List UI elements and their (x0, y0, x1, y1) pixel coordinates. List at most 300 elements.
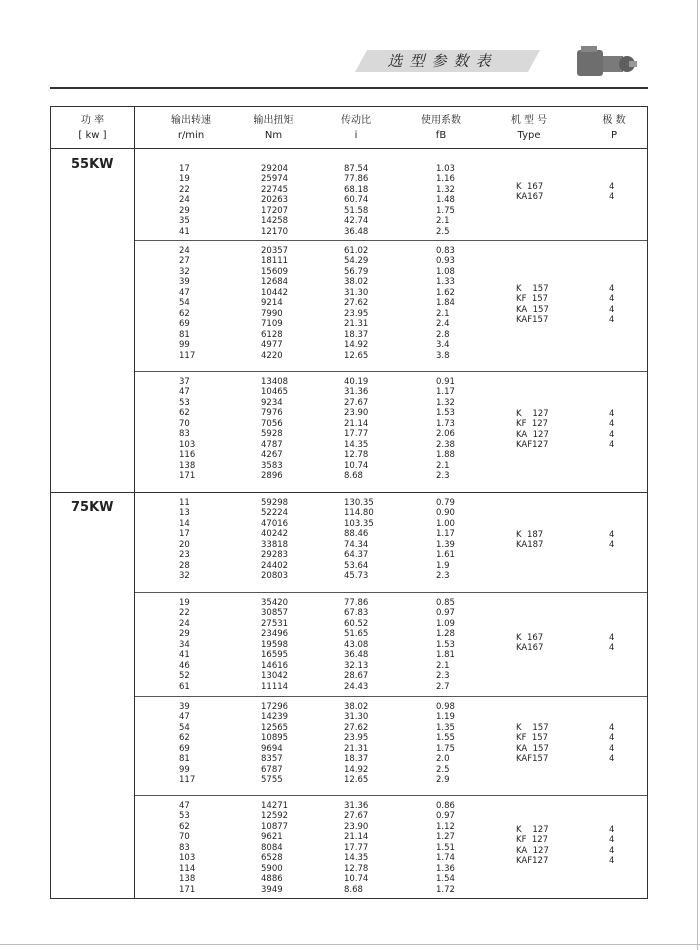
pole-count-cell: 4 (609, 440, 615, 451)
table-row (135, 764, 450, 775)
ratio-cell: 40.19 (344, 377, 369, 387)
ratio-cell: 10.74 (344, 874, 369, 885)
ratio-cell: 8.68 (344, 471, 363, 482)
output-speed-cell: 22 (179, 608, 190, 619)
service-factor-cell: 2.1 (436, 660, 450, 671)
output-speed-cell: 24 (179, 195, 190, 206)
ratio-cell: 23.90 (344, 408, 369, 419)
table-row (135, 775, 450, 786)
service-factor-cell: 0.86 (436, 801, 455, 811)
service-factor-cell: 1.03 (436, 164, 455, 174)
pole-count-cell: 4 (609, 304, 615, 315)
service-factor-cell: 0.97 (436, 811, 455, 822)
power-rating: 55KW (71, 157, 114, 172)
output-speed-cell: 39 (179, 277, 190, 288)
ratio-cell: 23.95 (344, 733, 369, 744)
output-speed-cell: 19 (179, 174, 190, 185)
output-torque-cell: 30857 (261, 608, 289, 619)
ratio-cell: 12.65 (344, 775, 369, 786)
output-speed-cell: 83 (179, 429, 190, 440)
service-factor-cell: 2.0 (436, 754, 450, 765)
service-factor-cell: 0.85 (436, 598, 455, 608)
table-row (135, 801, 455, 811)
model-group (135, 492, 647, 592)
service-factor-cell: 1.55 (436, 733, 455, 744)
model-type-cell: K 167 (516, 633, 544, 643)
output-torque-cell: 4220 (261, 350, 283, 361)
service-factor-cell: 1.88 (436, 450, 455, 461)
service-factor-cell: 1.61 (436, 550, 455, 561)
service-factor-cell: 2.3 (436, 671, 450, 682)
table-row (135, 246, 455, 256)
pole-count-cell: 4 (609, 825, 615, 835)
output-speed-cell: 17 (179, 164, 190, 174)
model-entry (135, 284, 647, 294)
output-speed-cell: 81 (179, 754, 190, 765)
model-type-cell: K 157 (516, 284, 549, 294)
table-row (135, 571, 450, 582)
ratio-cell: 27.67 (344, 811, 369, 822)
service-factor-cell: 1.08 (436, 266, 455, 277)
output-torque-cell: 7976 (261, 408, 283, 419)
ratio-cell: 28.67 (344, 671, 369, 682)
output-torque-cell: 5755 (261, 775, 283, 786)
model-entry (135, 192, 647, 202)
service-factor-cell: 2.1 (436, 460, 450, 471)
service-factor-cell: 1.12 (436, 821, 455, 832)
output-speed-cell: 28 (179, 560, 190, 571)
model-group (135, 371, 647, 492)
output-speed-cell: 99 (179, 764, 190, 775)
service-factor-cell: 1.27 (436, 832, 455, 843)
model-group (135, 158, 647, 240)
model-type-cell: KF 157 (516, 733, 549, 744)
service-factor-cell: 1.09 (436, 618, 455, 629)
output-torque-cell: 52224 (261, 508, 289, 519)
model-entry (135, 540, 647, 550)
output-speed-cell: 62 (179, 821, 190, 832)
output-torque-cell: 18111 (261, 256, 289, 267)
ratio-cell: 12.78 (344, 863, 369, 874)
output-speed-cell: 29 (179, 629, 190, 640)
output-torque-cell: 6528 (261, 853, 283, 864)
table-row (135, 608, 455, 619)
ratio-cell: 51.58 (344, 205, 369, 216)
output-torque-cell: 10465 (261, 387, 289, 398)
ratio-cell: 45.73 (344, 571, 369, 582)
service-factor-cell: 1.62 (436, 287, 455, 298)
output-speed-cell: 11 (179, 498, 190, 508)
ratio-cell: 17.77 (344, 429, 369, 440)
model-entry (135, 440, 647, 450)
model-entry (135, 294, 647, 304)
output-torque-cell: 7990 (261, 308, 283, 319)
ratio-cell: 21.14 (344, 418, 369, 429)
ratio-cell: 38.02 (344, 277, 369, 288)
model-type-cell: K 167 (516, 182, 544, 192)
output-speed-cell: 81 (179, 329, 190, 340)
service-factor-cell: 1.53 (436, 408, 455, 419)
model-type-cell: KAF127 (516, 856, 549, 867)
pole-count-cell: 4 (609, 643, 615, 654)
header-type: 机 型 号 Type (510, 115, 548, 141)
output-torque-cell: 10877 (261, 821, 289, 832)
output-speed-cell: 37 (179, 377, 190, 387)
table-row (135, 518, 455, 529)
table-row (135, 340, 450, 351)
output-speed-cell: 41 (179, 226, 190, 237)
output-torque-cell: 7109 (261, 319, 283, 330)
page-title: 选型参数表 (387, 52, 498, 70)
output-speed-cell: 53 (179, 397, 190, 408)
output-torque-cell: 14258 (261, 216, 289, 227)
output-torque-cell: 14616 (261, 660, 289, 671)
service-factor-cell: 2.1 (436, 308, 450, 319)
output-speed-cell: 13 (179, 508, 190, 519)
service-factor-cell: 0.91 (436, 377, 455, 387)
table-row (135, 560, 450, 571)
service-factor-cell: 1.81 (436, 650, 455, 661)
output-torque-cell: 8084 (261, 842, 283, 853)
output-speed-cell: 47 (179, 801, 190, 811)
model-entry (135, 430, 647, 440)
output-torque-cell: 3949 (261, 884, 283, 895)
service-factor-cell: 2.1 (436, 216, 450, 227)
model-type-cell: KA 157 (516, 743, 549, 754)
service-factor-cell: 1.75 (436, 205, 455, 216)
service-factor-cell: 1.36 (436, 863, 455, 874)
model-type-cell: K 127 (516, 409, 549, 419)
ratio-cell: 23.90 (344, 821, 369, 832)
ratio-cell: 18.37 (344, 754, 369, 765)
output-speed-cell: 47 (179, 387, 190, 398)
model-group (135, 696, 647, 795)
output-torque-cell: 2896 (261, 471, 283, 482)
service-factor-cell: 1.73 (436, 418, 455, 429)
service-factor-cell: 1.48 (436, 195, 455, 206)
output-speed-cell: 32 (179, 266, 190, 277)
output-speed-cell: 83 (179, 842, 190, 853)
output-torque-cell: 9234 (261, 397, 283, 408)
output-speed-cell: 117 (179, 350, 196, 361)
output-torque-cell: 4977 (261, 340, 283, 351)
table-row (135, 471, 450, 482)
table-row (135, 508, 455, 519)
output-torque-cell: 13042 (261, 671, 289, 682)
ratio-cell: 130.35 (344, 498, 374, 508)
service-factor-cell: 1.33 (436, 277, 455, 288)
table-row (135, 811, 455, 822)
table-row (135, 164, 455, 174)
output-torque-cell: 10442 (261, 287, 289, 298)
ratio-cell: 74.34 (344, 539, 369, 550)
pole-count-cell: 4 (609, 315, 615, 326)
output-speed-cell: 103 (179, 853, 196, 864)
page-edge-right (697, 0, 698, 950)
ratio-cell: 114.80 (344, 508, 374, 519)
output-speed-cell: 69 (179, 319, 190, 330)
model-type-cell: KAF127 (516, 440, 549, 451)
header-ratio: 传动比 i (341, 115, 371, 141)
model-type-cell: KF 127 (516, 419, 549, 430)
model-entry (135, 723, 647, 733)
output-speed-cell: 23 (179, 550, 190, 561)
model-type-cell: K 187 (516, 530, 544, 540)
model-type-cell: KAF157 (516, 315, 549, 326)
header-power: 功 率 [ kw ] (78, 115, 107, 141)
output-torque-cell: 3583 (261, 460, 283, 471)
model-entry (135, 182, 647, 192)
model-entry (135, 643, 647, 653)
ratio-cell: 21.14 (344, 832, 369, 843)
output-speed-cell: 47 (179, 287, 190, 298)
pole-count-cell: 4 (609, 284, 615, 294)
ratio-cell: 21.31 (344, 743, 369, 754)
ratio-cell: 12.78 (344, 450, 369, 461)
ratio-cell: 87.54 (344, 164, 369, 174)
pole-count-cell: 4 (609, 723, 615, 733)
output-torque-cell: 6128 (261, 329, 283, 340)
model-type-cell: K 157 (516, 723, 549, 733)
service-factor-cell: 1.32 (436, 184, 455, 195)
table-row (135, 671, 450, 682)
ratio-cell: 27.67 (344, 397, 369, 408)
table-row (135, 377, 455, 387)
output-torque-cell: 4787 (261, 439, 283, 450)
output-torque-cell: 20263 (261, 195, 289, 206)
ratio-cell: 18.37 (344, 329, 369, 340)
output-speed-cell: 70 (179, 832, 190, 843)
ratio-cell: 60.74 (344, 195, 369, 206)
output-torque-cell: 20803 (261, 571, 289, 582)
ratio-cell: 31.30 (344, 712, 369, 723)
pole-count-cell: 4 (609, 743, 615, 754)
output-torque-cell: 16595 (261, 650, 289, 661)
output-torque-cell: 9214 (261, 298, 283, 309)
service-factor-cell: 0.79 (436, 498, 455, 508)
service-factor-cell: 1.35 (436, 722, 455, 733)
ratio-cell: 31.36 (344, 387, 369, 398)
ratio-cell: 8.68 (344, 884, 363, 895)
table-row (135, 350, 450, 361)
output-torque-cell: 29204 (261, 164, 289, 174)
service-factor-cell: 1.72 (436, 884, 455, 895)
ratio-cell: 14.92 (344, 764, 369, 775)
service-factor-cell: 1.54 (436, 874, 455, 885)
output-torque-cell: 22745 (261, 184, 289, 195)
header-rule (50, 87, 648, 89)
ratio-cell: 88.46 (344, 529, 369, 540)
service-factor-cell: 2.9 (436, 775, 450, 786)
output-speed-cell: 61 (179, 681, 190, 692)
model-type-cell: KA167 (516, 192, 544, 203)
pole-count-cell: 4 (609, 294, 615, 305)
service-factor-cell: 0.93 (436, 256, 455, 267)
output-speed-cell: 54 (179, 722, 190, 733)
output-torque-cell: 17207 (261, 205, 289, 216)
output-torque-cell: 6787 (261, 764, 283, 775)
table-row (135, 460, 450, 471)
header-divider (51, 148, 647, 149)
ratio-cell: 14.35 (344, 439, 369, 450)
model-type-cell: KA 157 (516, 304, 549, 315)
ratio-cell: 67.83 (344, 608, 369, 619)
service-factor-cell: 3.4 (436, 340, 450, 351)
model-type-cell: KA167 (516, 643, 544, 654)
ratio-cell: 68.18 (344, 184, 369, 195)
output-speed-cell: 138 (179, 874, 196, 885)
service-factor-cell: 2.5 (436, 226, 450, 237)
output-torque-cell: 9621 (261, 832, 283, 843)
gear-motor-icon (575, 44, 637, 80)
ratio-cell: 53.64 (344, 560, 369, 571)
pole-count-cell: 4 (609, 845, 615, 856)
service-factor-cell: 2.06 (436, 429, 455, 440)
table-row (135, 450, 455, 461)
ratio-cell: 103.35 (344, 518, 374, 529)
table-row (135, 550, 455, 561)
ratio-cell: 42.74 (344, 216, 369, 227)
header-service-factor: 使用系数 fB (421, 115, 461, 141)
ratio-cell: 51.65 (344, 629, 369, 640)
ratio-cell: 36.48 (344, 650, 369, 661)
service-factor-cell: 2.5 (436, 764, 450, 775)
output-torque-cell: 9694 (261, 743, 283, 754)
output-torque-cell: 15609 (261, 266, 289, 277)
ratio-cell: 21.31 (344, 319, 369, 330)
ratio-cell: 27.62 (344, 722, 369, 733)
service-factor-cell: 1.51 (436, 842, 455, 853)
model-type-cell: KF 127 (516, 835, 549, 846)
power-rating: 75KW (71, 500, 114, 515)
service-factor-cell: 2.38 (436, 439, 455, 450)
output-torque-cell: 5928 (261, 429, 283, 440)
table-row (135, 702, 455, 712)
model-group (135, 592, 647, 696)
output-speed-cell: 46 (179, 660, 190, 671)
table-row (135, 397, 455, 408)
output-speed-cell: 53 (179, 811, 190, 822)
model-entry (135, 419, 647, 429)
header-output-torque: 输出扭矩 Nm (253, 115, 294, 141)
output-torque-cell: 5900 (261, 863, 283, 874)
service-factor-cell: 1.00 (436, 518, 455, 529)
output-torque-cell: 17296 (261, 702, 289, 712)
service-factor-cell: 3.8 (436, 350, 450, 361)
ratio-cell: 38.02 (344, 702, 369, 712)
header-output-speed: 输出转速 r/min (171, 115, 211, 141)
model-entry (135, 754, 647, 764)
ratio-cell: 61.02 (344, 246, 369, 256)
ratio-cell: 77.86 (344, 174, 369, 185)
pole-count-cell: 4 (609, 540, 615, 551)
output-torque-cell: 11114 (261, 681, 289, 692)
pole-count-cell: 4 (609, 192, 615, 203)
model-type-cell: KA187 (516, 540, 544, 551)
ratio-cell: 14.35 (344, 853, 369, 864)
pole-count-cell: 4 (609, 733, 615, 744)
table-row (135, 226, 450, 237)
pole-count-cell: 4 (609, 835, 615, 846)
output-speed-cell: 116 (179, 450, 196, 461)
table-row (135, 329, 450, 340)
output-speed-cell: 52 (179, 671, 190, 682)
header-poles: 极 数 P (602, 115, 626, 141)
model-entry (135, 744, 647, 754)
table-row (135, 216, 450, 227)
output-torque-cell: 35420 (261, 598, 289, 608)
output-torque-cell: 10895 (261, 733, 289, 744)
output-torque-cell: 12592 (261, 811, 289, 822)
pole-count-cell: 4 (609, 633, 615, 643)
output-torque-cell: 47016 (261, 518, 289, 529)
ratio-cell: 31.36 (344, 801, 369, 811)
output-speed-cell: 114 (179, 863, 196, 874)
output-speed-cell: 34 (179, 639, 190, 650)
pole-count-cell: 4 (609, 429, 615, 440)
output-speed-cell: 19 (179, 598, 190, 608)
model-entry (135, 835, 647, 845)
output-speed-cell: 138 (179, 460, 196, 471)
model-entry (135, 305, 647, 315)
pole-count-cell: 4 (609, 530, 615, 540)
service-factor-cell: 2.7 (436, 681, 450, 692)
model-type-cell: K 127 (516, 825, 549, 835)
pole-count-cell: 4 (609, 182, 615, 192)
service-factor-cell: 1.17 (436, 387, 455, 398)
table-row (135, 256, 455, 267)
table-row (135, 681, 450, 692)
ratio-cell: 32.13 (344, 660, 369, 671)
service-factor-cell: 0.98 (436, 702, 455, 712)
output-speed-cell: 20 (179, 539, 190, 550)
title-banner (355, 50, 540, 72)
model-entry (135, 633, 647, 643)
output-speed-cell: 47 (179, 712, 190, 723)
pole-count-cell: 4 (609, 754, 615, 765)
table-row (135, 874, 455, 885)
output-torque-cell: 8357 (261, 754, 283, 765)
output-torque-cell: 40242 (261, 529, 289, 540)
output-torque-cell: 14271 (261, 801, 289, 811)
service-factor-cell: 1.84 (436, 298, 455, 309)
service-factor-cell: 0.90 (436, 508, 455, 519)
table-row (135, 598, 455, 608)
output-speed-cell: 117 (179, 775, 196, 786)
ratio-cell: 54.29 (344, 256, 369, 267)
output-speed-cell: 70 (179, 418, 190, 429)
output-speed-cell: 24 (179, 246, 190, 256)
output-speed-cell: 171 (179, 471, 196, 482)
model-entry (135, 733, 647, 743)
output-torque-cell: 12565 (261, 722, 289, 733)
output-speed-cell: 22 (179, 184, 190, 195)
output-speed-cell: 171 (179, 884, 196, 895)
ratio-cell: 43.08 (344, 639, 369, 650)
pole-count-cell: 4 (609, 856, 615, 867)
output-torque-cell: 13408 (261, 377, 289, 387)
service-factor-cell: 2.8 (436, 329, 450, 340)
pole-count-cell: 4 (609, 409, 615, 419)
output-torque-cell: 4267 (261, 450, 283, 461)
model-type-cell: KF 157 (516, 294, 549, 305)
ratio-cell: 17.77 (344, 842, 369, 853)
service-factor-cell: 1.17 (436, 529, 455, 540)
output-torque-cell: 12170 (261, 226, 289, 237)
model-group (135, 240, 647, 371)
output-speed-cell: 62 (179, 408, 190, 419)
service-factor-cell: 2.3 (436, 571, 450, 582)
